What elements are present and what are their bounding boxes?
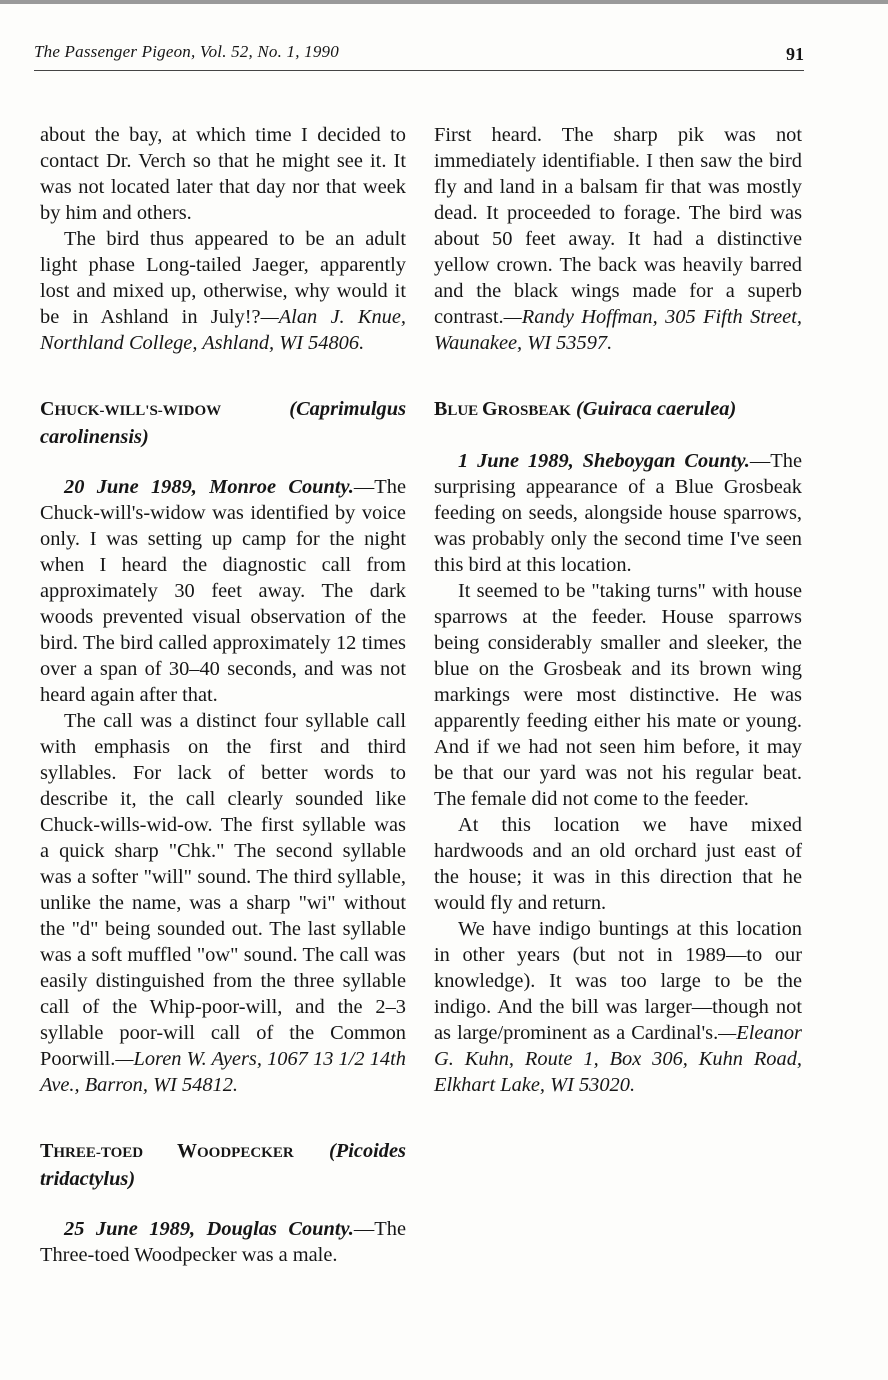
left-column <box>40 122 406 1268</box>
observation-date: 1 June 1989, Sheboygan County. <box>458 450 750 472</box>
species-heading-blue-grosbeak: BLUE GROSBEAK (Guiraca caerulea) <box>434 398 737 420</box>
observation-date: 20 June 1989, Monroe County. <box>64 476 354 498</box>
paragraph: 1 June 1989, Sheboygan County.—The surprising appearance of a Blue Grosbeak feeding on seeds, alongside house sparrows, was probably only the second time I've seen this bird at this location. <box>434 450 802 576</box>
page-number: 91 <box>786 44 804 64</box>
latin-name: (Caprimulgus carolinensis) <box>40 398 406 448</box>
latin-name: (Guiraca caerulea) <box>575 398 737 420</box>
latin-name: (Picoides tridactylus) <box>40 1140 406 1190</box>
species-heading-three-toed-woodpecker: THREE-TOED WOODPECKER (Picoides tridactylus) <box>40 1140 406 1190</box>
author-signature: —Loren W. Ayers, 1067 13 1/2 14th Ave., Barron, WI 54812. <box>40 1048 406 1096</box>
observation-date: 25 June 1989, Douglas County. <box>64 1218 354 1240</box>
species-heading-chuck-wills-widow: CHUCK-WILL'S-WIDOW (Caprimulgus carolinensis) <box>40 398 406 448</box>
paragraph: The call was a distinct four syllable call with emphasis on the first and third syllables. For lack of better words to describe it, the call clearly sounded like Chuck-wills-wid-ow. The first syllable was a quick sharp "Chk." The second syllable was a softer "will" sound. The third syllable, unlike the name, was a sharp "wi" without the "d" being sounded out. The last syllable was a soft muffled "ow" sound. The call was easily distinguished from the three syllable call of the Whip-poor-will, and the 2–3 syllable poor-will call of the Common Poorwill.—Loren W. Ayers, 1067 13 1/2 14th Ave., Barron, WI 54812. <box>40 710 406 1096</box>
paragraph: At this location we have mixed hardwoods and an old orchard just east of the house; it was in this direction that he would fly and return. <box>434 814 802 914</box>
scan-top-edge <box>0 0 888 4</box>
paragraph: The bird thus appeared to be an adult light phase Long-tailed Jaeger, apparently lost and mixed up, otherwise, why would it be in Ashland in July!?—Alan J. Knue, Northland College, Ashland, WI 54806. <box>40 228 406 354</box>
right-column <box>434 122 802 1098</box>
paragraph: It seemed to be "taking turns" with house sparrows at the feeder. House sparrows being considerably smaller and sleeker, the blue on the Grosbeak and its brown wing markings were most distinctive. He was apparently feeding either his mate or young. And if we had not seen him before, it may be that our yard was not his regular beat. The female did not come to the feeder. <box>434 580 802 810</box>
paragraph: 25 June 1989, Douglas County.—The Three-toed Woodpecker was a male. <box>40 1218 406 1266</box>
paragraph: 20 June 1989, Monroe County.—The Chuck-will's-widow was identified by voice only. I was setting up camp for the night when I heard the diagnostic call from approximately 30 feet away. The dark woods prevented visual observation of the bird. The bird called approximately 12 times over a span of 30–40 seconds, and was not heard again after that. <box>40 476 406 706</box>
author-signature: —Alan J. Knue, Northland College, Ashland, WI 54806. <box>40 306 406 354</box>
author-signature: —Eleanor G. Kuhn, Route 1, Box 306, Kuhn Road, Elkhart Lake, WI 53020. <box>434 1022 802 1096</box>
paragraph: First heard. The sharp pik was not immediately identifiable. I then saw the bird fly and land in a balsam fir that was mostly dead. It proceeded to forage. The bird was about 50 feet away. It had a distinctive yellow crown. The back was heavily barred and the black wings made for a superb contrast.—Randy Hoffman, 305 Fifth Street, Waunakee, WI 53597. <box>434 124 802 354</box>
running-header <box>34 42 804 71</box>
journal-title: The Passenger Pigeon, Vol. 52, No. 1, 1990 <box>34 42 339 61</box>
author-signature: —Randy Hoffman, 305 Fifth Street, Waunakee, WI 53597. <box>434 306 802 354</box>
paragraph: about the bay, at which time I decided to contact Dr. Verch so that he might see it. It was not located later that day nor that week by him and others. <box>40 124 406 224</box>
paragraph: We have indigo buntings at this location in other years (but not in 1989—to our knowledge). It was too large to be the indigo. And the bill was larger—though not as large/prominent as a Cardinal's.—Eleanor G. Kuhn, Route 1, Box 306, Kuhn Road, Elkhart Lake, WI 53020. <box>434 918 802 1096</box>
